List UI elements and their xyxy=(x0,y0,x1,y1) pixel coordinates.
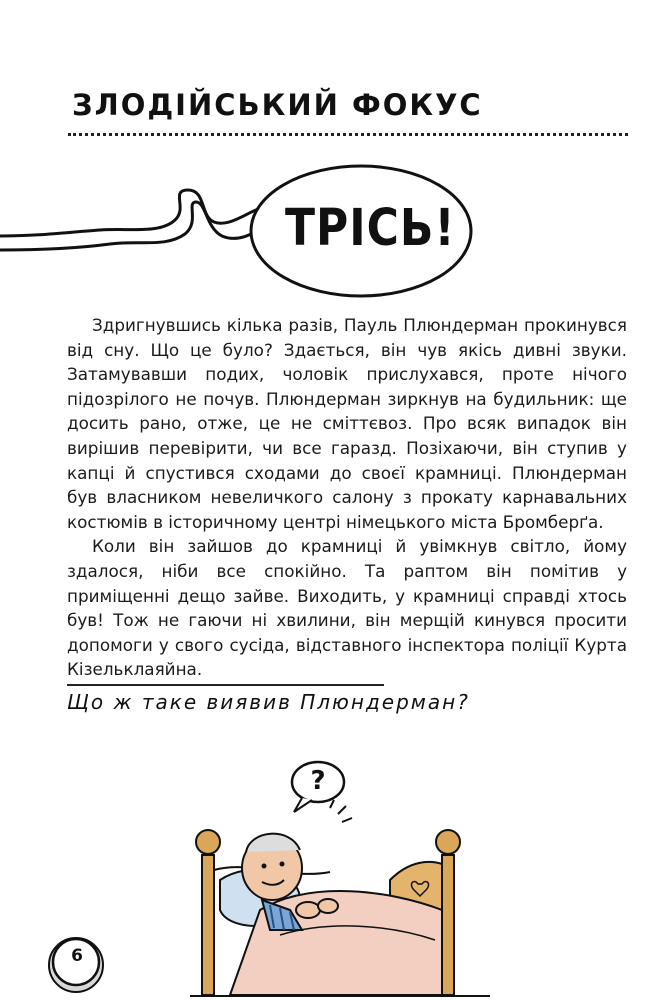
paragraph: Здригнувшись кілька разів, Пауль Плюндерман прокинувся від сну. Що це було? Здається, він чув якісь дивні звуки. Затамувавши подих, чоловік прислухався, проте нічого підозрілого не почув. Плюндерман зиркнув на будильник: ще досить рано, отже, це не сміттєвоз. Про всяк випадок він вирішив перевірити, чи все гаразд. Позіхаючи, він ступив у капці й спустився сходами до своєї крамниці. Плюндерман був власником невеличкого салону з прокату карнавальних костюмів в історичному центрі німецького міста Бромберґа. xyxy=(67,315,627,532)
title-dotted-divider xyxy=(68,133,628,136)
thought-question-mark: ? xyxy=(310,766,326,796)
story-text xyxy=(67,313,627,682)
question-rule xyxy=(67,684,384,686)
sound-effect-text: ТРІСЬ! xyxy=(285,199,456,258)
paragraph: Коли він зайшов до крамниці й увімкнув світло, йому здалося, ніби все спокійно. Та раптом він помітив у приміщенні дещо зайве. Виходить, у крамниці справді хтось був! Тож не гаючи ні хвилини, він мерщій кинувся просити допомоги у свого сусіда, відставного інспектора поліції Курта Кізельклаяйна. xyxy=(67,536,627,680)
man-in-bed-illustration xyxy=(190,760,490,1000)
chapter-title: ЗЛОДІЙСЬКИЙ ФОКУС xyxy=(72,88,483,122)
question-text: Що ж таке виявив Плюндерман? xyxy=(67,690,470,714)
page-number: 6 xyxy=(71,946,83,966)
